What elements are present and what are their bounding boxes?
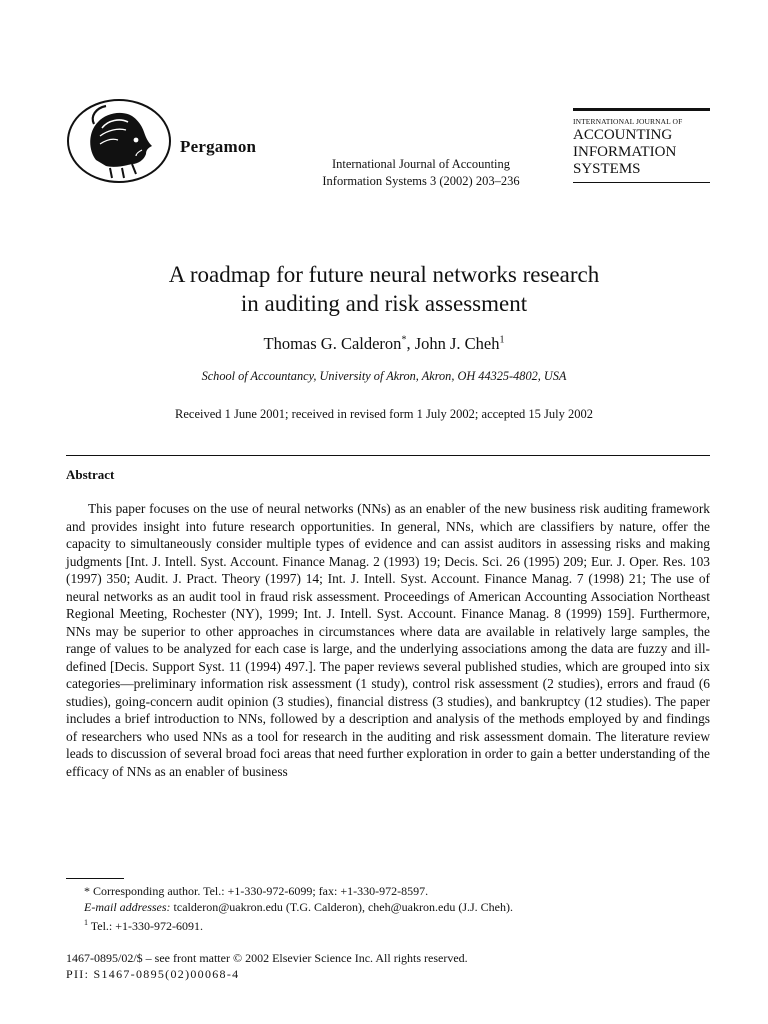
footnote-corresponding: * Corresponding author. Tel.: +1-330-972-6099; fax: +1-330-972-8597. <box>84 884 429 898</box>
footnote-emails <box>66 899 710 915</box>
author-list <box>80 334 688 354</box>
title-line: in auditing and risk assessment <box>240 291 528 316</box>
received-dates: Received 1 June 2001; received in revised form 1 July 2002; accepted 15 July 2002 <box>175 407 593 421</box>
journal-reference <box>290 156 552 190</box>
footnotes <box>66 883 710 934</box>
masthead-rule <box>573 108 710 111</box>
abstract-text: This paper focuses on the use of neural networks (NNs) as an enabler of the new business risk auditing framework and provides insight into future research opportunities. In general, NNs, which are classifiers by nature, offer the capacity to simultaneously consider multiple types of evidence and can assist auditors in assessing risks and making judgments [Int. J. Intell. Syst. Account. Finance Manag. 2 (1993) 19; Decis. Sci. 26 (1995) 209; Eur. J. Oper. Res. 103 (1997) 350; Audit. J. Pract. Theory (1997) 14; Int. J. Intell. Syst. Account. Finance Manag. 7 (1998) 21; The use of neural networks as an audit tool in fraud risk assessment. Proceedings of American Accounting Association Northeast Regional Meeting, Rochester (NY), 1999; Int. J. Intell. Syst. Account. Finance Manag. 8 (1999) 159]. Furthermore, NNs may be superior to other approaches in circumstances where data are available in relatively large samples, the range of values to be analyzed for each case is large, and the underlying associations among the data are fuzzy and ill-defined [Decis. Support Syst. 11 (1994) 497.]. The paper reviews several published studies, which are grouped into six categories—preliminary information risk assessment (1 study), control risk assessment (2 studies), errors and fraud (6 studies), going-concern audit opinion (3 studies), financial distress (3 studies), and bankruptcy (12 studies). The paper includes a brief introduction to NNs, followed by a description and analysis of the methods employed by and findings of researchers who used NNs as a tool for research in the auditing and risk assessment domain. The literature review leads to discussion of several broad foci areas that need further exploration in order to gain a better understanding of the efficacy of NNs as an enabler of business <box>66 501 710 779</box>
footnote-1 <box>66 915 710 934</box>
abstract-heading: Abstract <box>66 467 115 482</box>
pergamon-logo <box>66 98 172 184</box>
author-name: John J. Cheh <box>414 334 500 353</box>
author-name: Thomas G. Calderon <box>263 334 402 353</box>
front-matter <box>66 950 710 982</box>
article-title <box>80 260 688 318</box>
masthead-intl-label: INTERNATIONAL JOURNAL OF <box>573 117 683 126</box>
footnote-1-text: Tel.: +1-330-972-6091. <box>88 919 204 933</box>
masthead-journal-name <box>573 127 710 178</box>
masthead-name-line: INFORMATION <box>573 144 677 160</box>
email-label: E-mail addresses: <box>84 900 171 914</box>
section-divider <box>66 455 710 456</box>
journal-masthead <box>573 108 710 183</box>
author-separator: , <box>406 334 415 353</box>
masthead-name-line: ACCOUNTING <box>573 127 673 143</box>
footnote-mark: 1 <box>499 334 505 346</box>
journal-ref-line: Information Systems 3 (2002) 203–236 <box>322 174 520 188</box>
masthead-rule <box>573 182 710 183</box>
footnote-divider <box>66 878 124 879</box>
affiliation: School of Accountancy, University of Akron, Akron, OH 44325-4802, USA <box>201 369 567 383</box>
issn-line: 1467-0895/02/$ – see front matter © 2002 Elsevier Science Inc. All rights reserved. <box>66 951 468 965</box>
footnote-mark: 1 <box>84 918 88 927</box>
masthead-name-line: SYSTEMS <box>573 161 641 177</box>
corresponding-mark: * <box>401 334 407 346</box>
publisher-name: Pergamon <box>180 137 257 156</box>
journal-ref-line: International Journal of Accounting <box>331 157 511 171</box>
title-line: A roadmap for future neural networks research <box>168 262 600 287</box>
pii-line: PII: S1467-0895(02)00068-4 <box>66 967 240 981</box>
email-text: tcalderon@uakron.edu (T.G. Calderon), cheh@uakron.edu (J.J. Cheh). <box>170 900 513 914</box>
